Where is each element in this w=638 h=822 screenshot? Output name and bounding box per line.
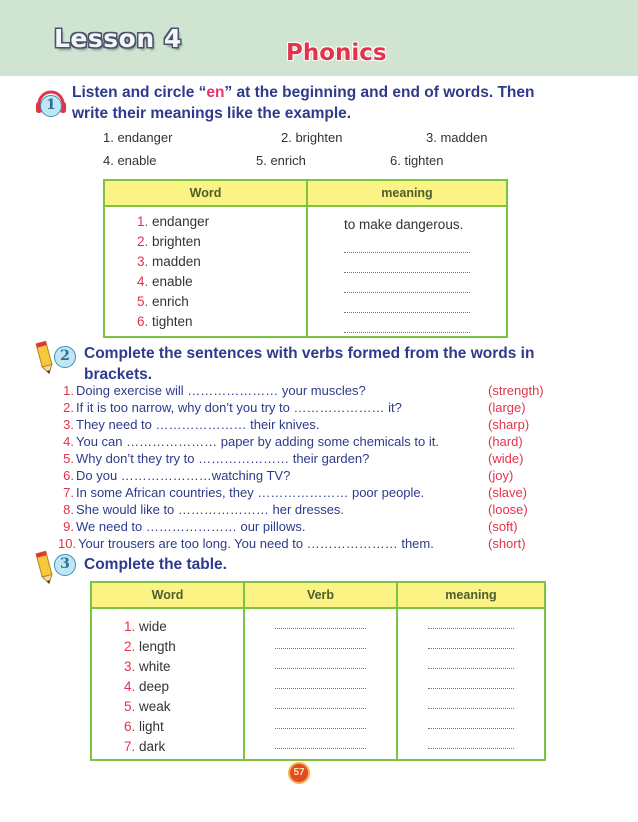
word-list-item: 1. endanger (103, 130, 173, 145)
page-number: 57 (288, 762, 310, 784)
answer-line[interactable] (344, 233, 470, 253)
exercise-1-instruction: Listen and circle “en” at the beginning and end of words. Then write their meanings like the example. (72, 84, 535, 122)
sentence-item[interactable]: 10. Your trousers are too long. You need to ………………… them. (short) (58, 536, 526, 551)
word-column (104, 206, 307, 337)
column-header-word: Word (91, 582, 244, 608)
exercise-2-instruction: Complete the sentences with verbs formed from the words in brackets. (84, 345, 535, 383)
answer-line[interactable] (344, 293, 470, 313)
pencil-icon (34, 340, 56, 376)
exercise-2-sentences (58, 383, 558, 553)
word-list-item: 4. enable (103, 153, 157, 168)
table-row: 6. light (124, 719, 164, 734)
sentence-item[interactable]: 6. Do you …………………watching TV? (joy) (63, 468, 514, 483)
exercise-2-number: 2 (54, 346, 76, 368)
answer-line[interactable] (428, 649, 514, 669)
word-hint: (soft) (488, 519, 518, 534)
sentence-item[interactable]: 3. They need to ………………… their knives. (sharp) (63, 417, 530, 432)
column-header-meaning: meaning (307, 180, 507, 206)
exercise-1-number: 1 (40, 95, 62, 117)
sentence-item[interactable]: 5. Why don’t they try to ………………… their garden? (wide) (63, 451, 524, 466)
exercise-3-number: 3 (54, 554, 76, 576)
answer-line[interactable] (428, 689, 514, 709)
sentence-item[interactable]: 8. She would like to ………………… her dresses. (loose) (63, 502, 528, 517)
table-row: 1. endanger (137, 214, 210, 229)
exercise-3-table (90, 581, 546, 761)
word-hint: (large) (488, 400, 526, 415)
answer-line[interactable] (275, 629, 366, 649)
column-header-verb: Verb (244, 582, 397, 608)
word-list-item: 6. tighten (390, 153, 444, 168)
answer-line[interactable] (344, 253, 470, 273)
sentence-item[interactable]: 2. If it is too narrow, why don’t you try to ………………… it? (large) (63, 400, 526, 415)
table-row: 4. enable (137, 274, 193, 289)
answer-line[interactable] (275, 729, 366, 749)
table-row: 7. dark (124, 739, 166, 754)
word-hint: (strength) (488, 383, 544, 398)
answer-line[interactable] (275, 669, 366, 689)
pencil-icon (34, 550, 56, 586)
word-list-item: 3. madden (426, 130, 488, 145)
answer-line[interactable] (275, 609, 366, 629)
table-row: 2. brighten (137, 234, 201, 249)
word-hint: (slave) (488, 485, 528, 500)
table-row: 3. madden (137, 254, 201, 269)
word-list-item: 2. brighten (281, 130, 343, 145)
sentence-item[interactable]: 7. In some African countries, they ………………… poor people. (slave) (63, 485, 528, 500)
answer-line[interactable] (344, 273, 470, 293)
word-hint: (sharp) (488, 417, 530, 432)
table-row: 5. enrich (137, 294, 189, 309)
word-column (91, 608, 244, 760)
column-header-meaning: meaning (397, 582, 545, 608)
table-row: 1. wide (124, 619, 167, 634)
answer-line[interactable] (428, 729, 514, 749)
meaning-column (397, 608, 545, 760)
answer-line[interactable] (428, 669, 514, 689)
sentence-item[interactable]: 9. We need to ………………… our pillows. (soft) (63, 519, 518, 534)
meaning-column (307, 206, 507, 337)
table-row: 4. deep (124, 679, 170, 694)
verb-column (244, 608, 397, 760)
word-hint: (short) (488, 536, 526, 551)
answer-line[interactable] (275, 709, 366, 729)
word-hint: (joy) (488, 468, 514, 483)
exercise-3-instruction: Complete the table. (84, 556, 227, 573)
word-hint: (wide) (488, 451, 524, 466)
answer-line[interactable] (275, 649, 366, 669)
table-row: 3. white (124, 659, 171, 674)
exercise-1-table (103, 179, 508, 338)
answer-line[interactable] (428, 609, 514, 629)
example-meaning: to make dangerous. (344, 217, 464, 232)
answer-line[interactable] (344, 313, 470, 333)
word-list-item: 5. enrich (256, 153, 306, 168)
column-header-word: Word (104, 180, 307, 206)
word-hint: (loose) (488, 502, 528, 517)
answer-line[interactable] (275, 689, 366, 709)
sentence-item[interactable]: 1. Doing exercise will ………………… your muscles? (strength) (63, 383, 544, 398)
answer-line[interactable] (428, 629, 514, 649)
sentence-item[interactable]: 4. You can ………………… paper by adding some chemicals to it. (hard) (63, 434, 523, 449)
lesson-title: Lesson 4 (54, 24, 182, 53)
table-row: 5. weak (124, 699, 171, 714)
table-row: 6. tighten (137, 314, 193, 329)
word-hint: (hard) (488, 434, 523, 449)
section-title: Phonics (286, 40, 387, 66)
answer-line[interactable] (428, 709, 514, 729)
table-row: 2. length (124, 639, 176, 654)
